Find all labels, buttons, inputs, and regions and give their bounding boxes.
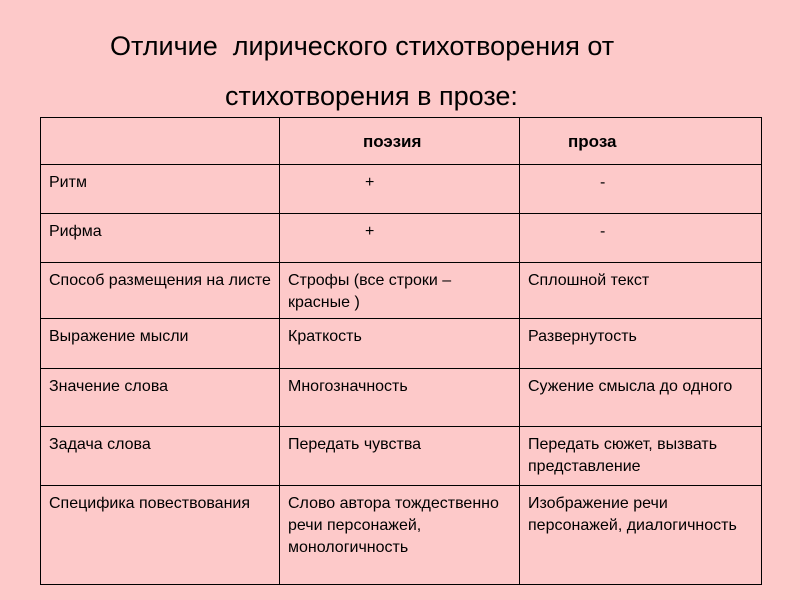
row-label: Выражение мысли [41,319,280,369]
poetry-cell: Краткость [280,319,520,369]
row-label: Ритм [41,165,280,214]
row-label: Специфика повествования [41,486,280,585]
header-cell-empty [41,118,280,165]
table-row [41,319,762,369]
slide-title-line-2: стихотворения в прозе: [225,81,518,111]
row-label: Способ размещения на листе [41,263,280,319]
poetry-cell: Слово автора тождественно речи персонажей, монологичность [280,486,520,585]
table-row [41,427,762,486]
slide-title-line-1: Отличие лирического стихотворения от [110,31,615,61]
table-row [41,214,762,263]
header-cell-prose: проза [520,118,762,165]
row-label: Значение слова [41,369,280,427]
table-row [41,369,762,427]
table-row [41,165,762,214]
poetry-cell: Многозначность [280,369,520,427]
prose-cell: Развернутость [520,319,762,369]
prose-cell: Сужение смысла до одного [520,369,762,427]
comparison-table [40,117,762,585]
row-label: Задача слова [41,427,280,486]
table-row [41,486,762,585]
poetry-cell: + [280,214,520,263]
table-row [41,263,762,319]
prose-cell: Сплошной текст [520,263,762,319]
prose-cell: Передать сюжет, вызвать представление [520,427,762,486]
poetry-cell: Передать чувства [280,427,520,486]
prose-cell: - [520,214,762,263]
header-cell-poetry: поэзия [280,118,520,165]
poetry-cell: Строфы (все строки – красные ) [280,263,520,319]
poetry-cell: + [280,165,520,214]
table-header-row [41,118,762,165]
comparison-table-container [40,117,761,585]
prose-cell: - [520,165,762,214]
row-label: Рифма [41,214,280,263]
prose-cell: Изображение речи персонажей, диалогичность [520,486,762,585]
